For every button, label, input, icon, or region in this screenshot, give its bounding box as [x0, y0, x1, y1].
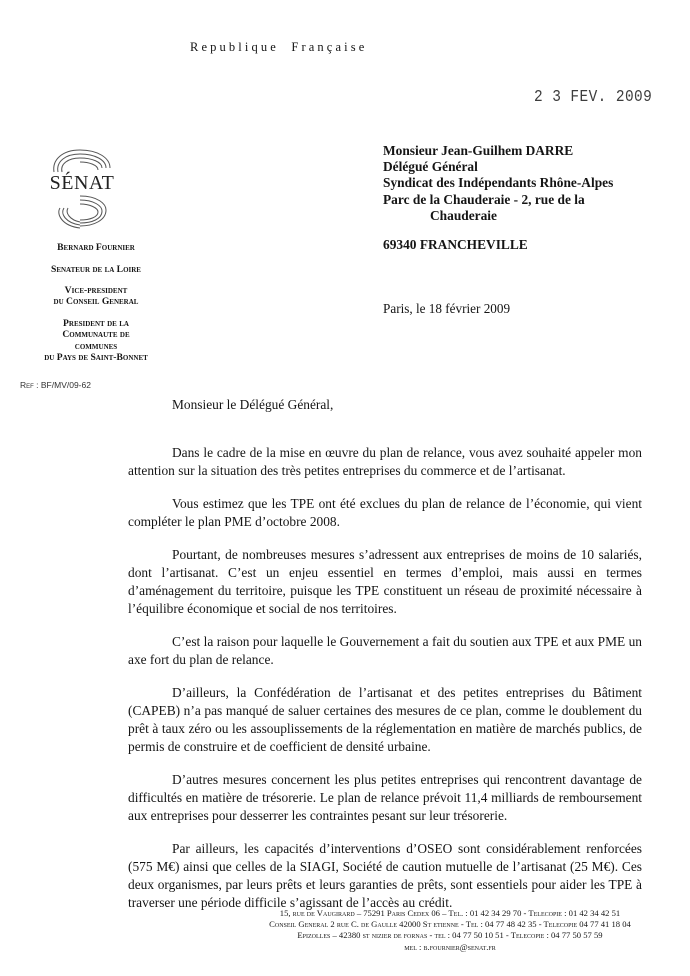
recipient-line4: Parc de la Chauderaie - 2, rue de la — [383, 191, 585, 207]
sender-title-president — [8, 318, 184, 364]
letter-body — [128, 444, 642, 927]
recipient-line5: Chauderaie — [430, 207, 497, 223]
sender-name-text: Bernard Fournier — [57, 242, 135, 253]
sender-title-vice-president — [8, 285, 184, 308]
salutation: Monsieur le Délégué Général, — [172, 397, 334, 412]
paragraph: Par ailleurs, les capacités d’interventions d’OSEO sont considérablement renforcées (575 M€) ainsi que celles de la SIAGI, Société de caution mutuelle de l’artisanat (25 M€). Ces deux organismes, par leurs prêts et leurs garanties de prêts, sont essentiels pour aider les TPE à traverser une période difficile s’agissant de l’accès au crédit. — [128, 841, 642, 910]
paragraph: Dans le cadre de la mise en œuvre du plan de relance, vous avez souhaité appeler mon attention sur la situation des très petites entreprises du commerce et de l’artisanat. — [128, 445, 642, 478]
footer-line1: 15, rue de Vaugirard – 75291 Paris Cedex 06 – Tel. : 01 42 34 29 70 - Telecopie : 01 42 34 42 51 — [279, 908, 621, 918]
paragraph: D’autres mesures concernent les plus petites entreprises qui rencontrent davantage de difficultés en matière de trésorerie. Le plan de relance prévoit 11,4 milliards de remboursement aux entreprises pour desserrer les contraintes pesant sur leur trésorerie. — [128, 772, 642, 823]
reference-number: Ref : BF/MV/09-62 — [20, 380, 91, 390]
paragraph: Pourtant, de nombreuses mesures s’adressent aux entreprises de moins de 10 salariés, dont l’artisanat. C’est un enjeu essentiel en termes d’emploi, mais aussi en termes d’aménagement du territoire, puisque les TPE constituent un réseau de proximité nécessaire à l’équilibre économique et social de nos territoires. — [128, 547, 642, 616]
footer-line2: Conseil General 2 rue C. de Gaulle 42000 St etienne - Tel : 04 77 48 42 35 - Telecopie 04 77 41 18 04 — [269, 919, 631, 930]
recipient-city: 69340 FRANCHEVILLE — [383, 237, 528, 252]
footer-line3: Epizolles – 42380 st nizier de fornas - tel : 04 77 50 10 51 - Telecopie : 04 77 50 57 59 — [297, 930, 603, 941]
header-republique-francaise — [190, 40, 630, 55]
sender-title3-line4: du Pays de Saint-Bonnet — [44, 352, 148, 364]
recipient-address — [383, 143, 663, 224]
sender-title-senator — [8, 264, 184, 275]
sender-title3-line3: communes — [74, 340, 118, 352]
paragraph: D’ailleurs, la Confédération de l’artisanat et des petites entreprises du Bâtiment (CAPEB) n’a pas manqué de saluer certaines des mesures de ce plan, comme le doublement du prêt à taux zéro ou les assouplissements de la réglementation en matière de marchés publics, de permis de construire et de coefficient de densité urbaine. — [128, 685, 642, 754]
sender-title1-text: Senateur de la Loire — [51, 264, 141, 275]
sender-title3-line2: Communaute de — [62, 329, 130, 341]
sender-title2-line2: du Conseil General — [53, 296, 139, 308]
paragraph: Vous estimez que les TPE ont été exclues du plan de relance de l’économie, qui vient compléter le plan PME d’octobre 2008. — [128, 496, 642, 529]
footer-contact — [210, 908, 690, 953]
sender-title2-line1: Vice-president — [64, 285, 128, 296]
sender-title3-line1: President de la — [63, 318, 129, 329]
paragraph: C’est la raison pour laquelle le Gouvernement a fait du soutien aux TPE et aux PME un axe fort du plan de relance. — [128, 634, 642, 667]
recipient-line1: Monsieur Jean-Guilhem DARRE — [383, 143, 574, 158]
header-text: R e p u b l i q u e F r a n ç a i s e — [190, 40, 365, 54]
received-date-stamp: 2 3 FEV. 2009 — [534, 88, 653, 107]
senat-logo-text: SÉNAT — [49, 172, 115, 194]
recipient-line2: Délégué Général — [383, 159, 478, 175]
letter-date: Paris, le 18 février 2009 — [383, 301, 511, 316]
recipient-line3: Syndicat des Indépendants Rhône-Alpes — [383, 175, 614, 191]
sender-name — [8, 242, 184, 253]
footer-line4: mel : b.fournier@senat.fr — [404, 941, 496, 952]
